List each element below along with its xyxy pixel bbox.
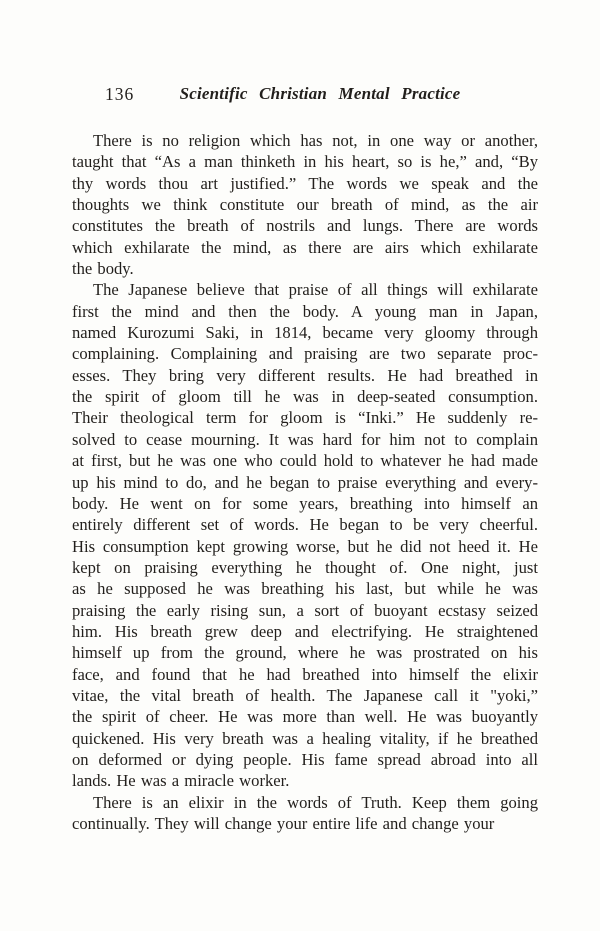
text-line: himself up from the ground, where he was prostrated on his xyxy=(72,643,538,663)
text-line: lands. He was a miracle worker. xyxy=(72,771,290,791)
text-line: at first, but he was one who could hold to whatever he had made xyxy=(72,451,538,471)
text-line: quickened. His very breath was a healing vitality, if he breathed xyxy=(72,728,538,748)
text-line: as he supposed he was breathing his last, but while he was xyxy=(72,579,538,599)
text-line: the spirit of gloom till he was in deep-seated consumption. xyxy=(72,387,538,407)
text-line: him. His breath grew deep and electrifying. He straightened xyxy=(72,621,538,641)
text-line: continually. They will change your entire life and change your xyxy=(72,814,495,833)
paragraph xyxy=(72,130,538,279)
text-line: Their theological term for gloom is “Inki.” He suddenly re- xyxy=(72,408,538,428)
text-line: on deformed or dying people. His fame spread abroad into all xyxy=(72,749,538,769)
running-title: Scientific Christian Mental Practice xyxy=(179,84,461,103)
text-line: There is an elixir in the words of Truth. Keep them going xyxy=(93,792,538,812)
text-line: body. He went on for some years, breathing into himself an xyxy=(72,493,538,513)
text-line: taught that “As a man thinketh in his heart, so is he,” and, “By xyxy=(72,152,538,172)
text-line: vitae, the vital breath of health. The Japanese call it "yoki,” xyxy=(72,685,538,705)
text-line: solved to cease mourning. It was hard for him not to complain xyxy=(72,429,538,449)
text-line: entirely different set of words. He began to be very cheerful. xyxy=(72,515,538,535)
text-line: praising the early rising sun, a sort of buoyant ecstasy seized xyxy=(72,600,538,620)
text-line: His consumption kept growing worse, but he did not heed it. He xyxy=(72,536,538,556)
running-header xyxy=(72,84,538,106)
text-line: kept on praising everything he thought of. One night, just xyxy=(72,557,538,577)
text-line: up his mind to do, and he began to praise everything and every- xyxy=(72,472,538,492)
text-line: complaining. Complaining and praising are two separate proc- xyxy=(72,344,538,364)
text-line: thy words thou art justified.” The words we speak and the xyxy=(72,173,538,193)
text-line: The Japanese believe that praise of all things will exhilarate xyxy=(93,280,538,300)
text-line: the body. xyxy=(72,259,134,279)
paragraph xyxy=(72,279,538,791)
text-line: thoughts we think constitute our breath of mind, as the air xyxy=(72,195,538,215)
text-line: which exhilarate the mind, as there are airs which exhilarate xyxy=(72,237,538,257)
page-number: 136 xyxy=(105,84,135,104)
text-line: constitutes the breath of nostrils and lungs. There are words xyxy=(72,216,538,236)
text-line: There is no religion which has not, in one way or another, xyxy=(93,131,538,150)
text-line: face, and found that he had breathed into himself the elixir xyxy=(72,664,538,684)
text-line: esses. They bring very different results. He had breathed in xyxy=(72,365,538,385)
text-block xyxy=(72,130,538,834)
paragraph xyxy=(72,792,538,835)
text-line: first the mind and then the body. A young man in Japan, xyxy=(72,301,538,321)
text-line: named Kurozumi Saki, in 1814, became very gloomy through xyxy=(72,323,538,343)
text-line: the spirit of cheer. He was more than well. He was buoyantly xyxy=(72,707,538,727)
